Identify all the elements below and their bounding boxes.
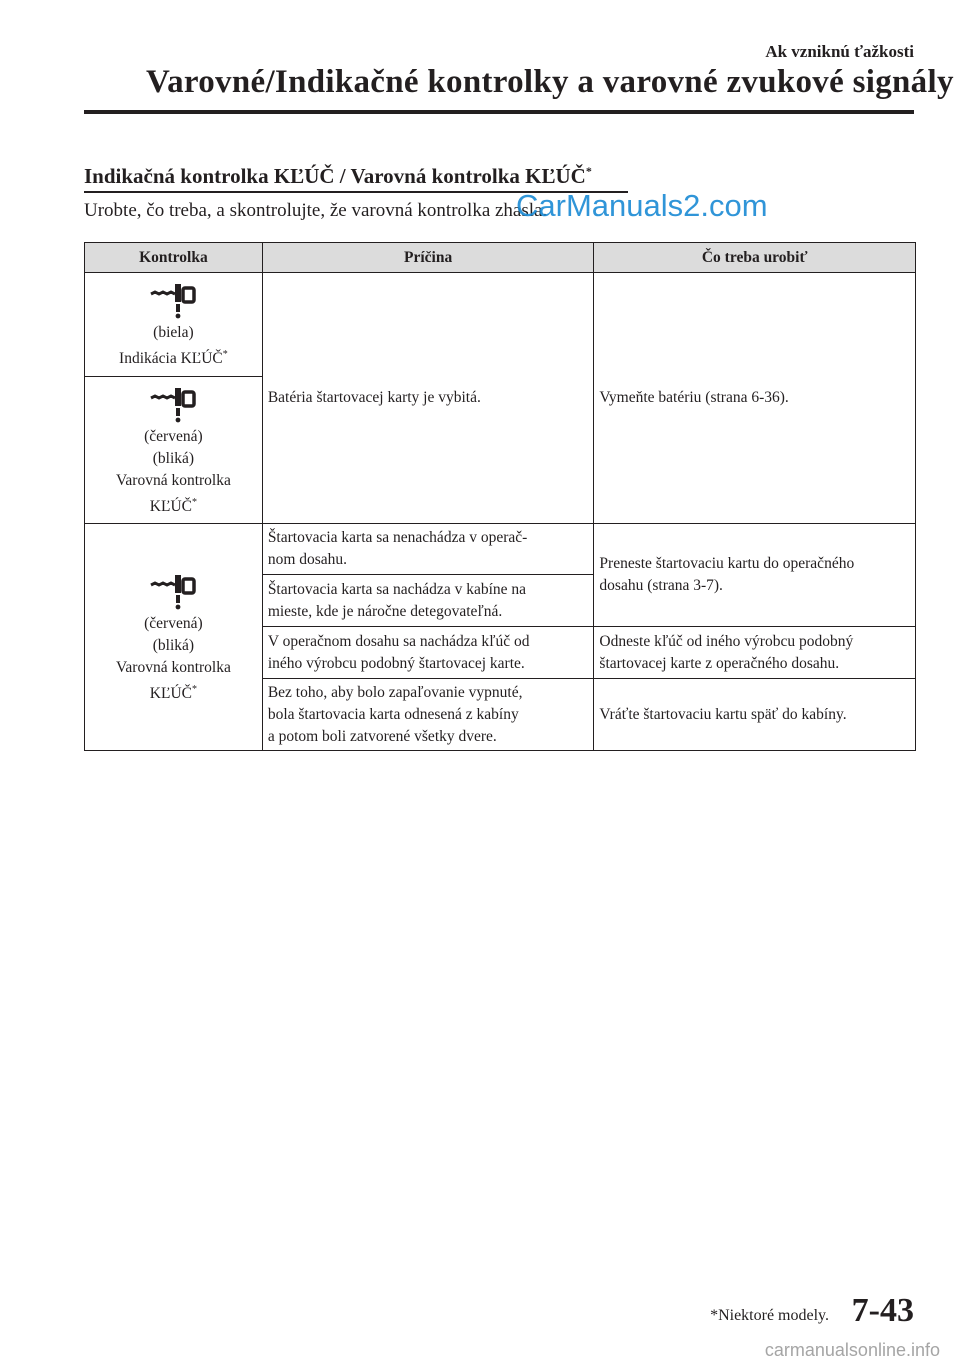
indicator-cell [85, 377, 263, 524]
indicator-table [84, 242, 916, 751]
key-warning-icon [149, 278, 197, 320]
key-warning-icon [149, 569, 197, 611]
cause-cell [262, 679, 594, 751]
cause-line: bola štartovacia karta odnesená z kabíny [267, 705, 519, 723]
indicator-label: Indikácia KĽÚČ [119, 350, 223, 368]
asterisk-mark: * [192, 683, 197, 695]
cause-line: a potom boli zatvorené všetky dvere. [267, 727, 497, 745]
indicator-line: Varovná kontrolka [115, 658, 231, 676]
table-row [85, 273, 916, 377]
key-warning-icon [149, 382, 197, 424]
column-header: Príčina [262, 243, 594, 273]
cause-line: V operačnom dosahu sa nachádza kľúč od [267, 632, 530, 650]
indicator-cell [85, 273, 263, 377]
indicator-label: KĽÚČ [149, 498, 192, 516]
subheading-text: Indikačná kontrolka KĽÚČ / Varovná kontrolka KĽÚČ [84, 164, 586, 188]
table-header-row [85, 243, 916, 273]
action-line: Odneste kľúč od iného výrobcu podobný [599, 632, 854, 650]
table-row [85, 524, 916, 575]
action-cell [594, 524, 916, 627]
indicator-line: (červená) [144, 427, 203, 445]
subheading [84, 164, 592, 189]
indicator-label: KĽÚČ [149, 685, 192, 703]
footnote: *Niektoré modely. [710, 1307, 829, 1324]
asterisk-mark: * [192, 496, 197, 508]
section-kicker: Ak vzniknú ťažkosti [765, 42, 914, 61]
indicator-line [90, 679, 257, 705]
indicator-line [90, 492, 257, 518]
indicator-line [90, 344, 257, 370]
indicator-line: (bliká) [152, 636, 195, 654]
page-title: Varovné/Indikačné kontrolky a varovné zvukové signály [146, 64, 954, 100]
action-line: štartovacej karte z operačného dosahu. [599, 654, 840, 672]
cause-line: mieste, kde je náročne detegovateľná. [267, 602, 503, 620]
cause-line: nom dosahu. [267, 551, 348, 568]
indicator-cell [85, 524, 263, 751]
site-watermark[interactable]: carmanualsonline.info [764, 1340, 940, 1360]
action-cell: Vráťte štartovaciu kartu späť do kabíny. [594, 679, 916, 751]
title-rule [84, 110, 914, 114]
page-number: 7-43 [851, 1292, 914, 1329]
asterisk-mark: * [222, 349, 228, 361]
cause-line: Bez toho, aby bolo zapaľovanie vypnuté, [267, 683, 523, 701]
indicator-line: (biela) [153, 324, 194, 342]
watermark-logo[interactable]: CarManuals2.com [516, 188, 768, 223]
indicator-line: (bliká) [152, 449, 195, 467]
indicator-line: (červená) [144, 614, 203, 632]
column-header: Kontrolka [85, 243, 263, 273]
action-cell: Vymeňte batériu (strana 6-36). [594, 273, 916, 524]
indicator-line: Varovná kontrolka [115, 471, 231, 489]
cause-line: Štartovacia karta sa nachádza v kabíne na [267, 580, 527, 598]
cause-cell [262, 575, 594, 627]
column-header: Čo treba urobiť [594, 243, 916, 273]
action-line: dosahu (strana 3-7). [599, 577, 723, 594]
intro-text: Urobte, čo treba, a skontrolujte, že varovná kontrolka zhasla. [84, 200, 548, 221]
cause-line: Štartovacia karta sa nenachádza v operač- [267, 529, 528, 546]
cause-line: iného výrobcu podobný štartovacej karte. [267, 654, 525, 672]
cause-cell [262, 524, 594, 575]
cause-cell: Batéria štartovacej karty je vybitá. [262, 273, 594, 524]
asterisk-mark: * [585, 164, 592, 178]
action-cell [594, 627, 916, 679]
action-line: Preneste štartovaciu kartu do operačného [599, 555, 855, 572]
cause-cell [262, 627, 594, 679]
